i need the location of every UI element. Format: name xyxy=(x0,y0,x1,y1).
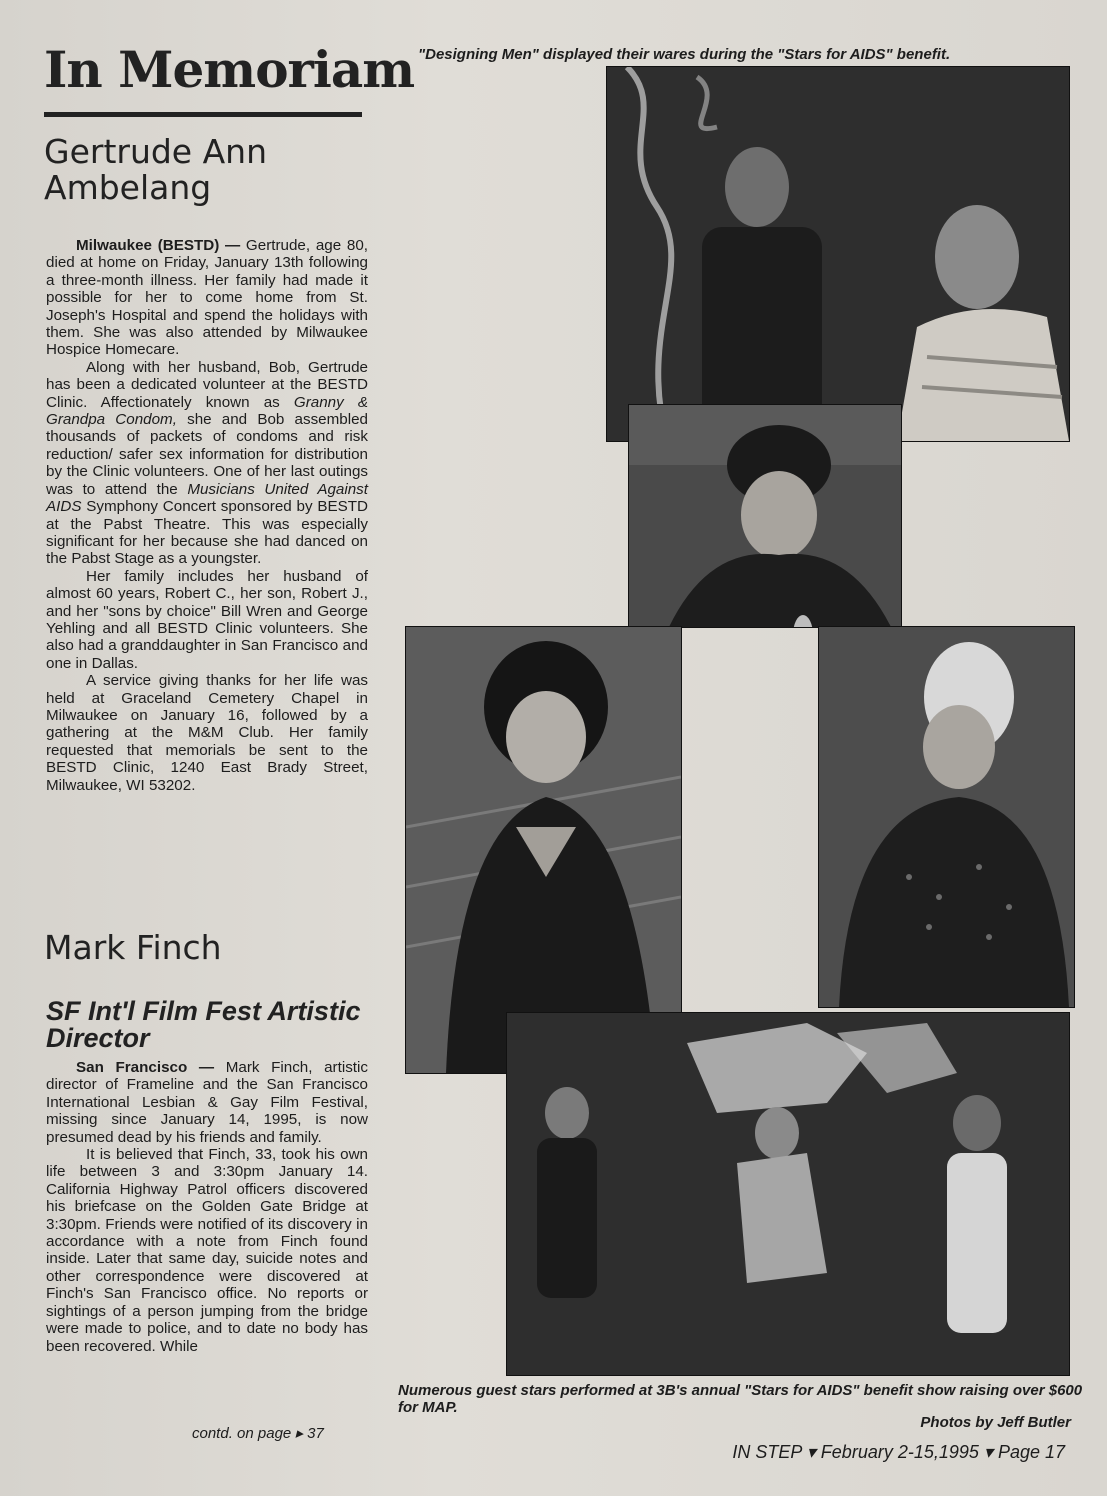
paragraph: Her family includes her husband of almost 60 years, Robert C., her son, Robert J., and her "sons by choice" Bill Wren and George Yehling and all BESTD Clinic volunteers. She also had a granddaughter in San Francisco and one in Dallas. xyxy=(46,567,368,672)
paragraph: Along with her husband, Bob, Gertrude has been a dedicated volunteer at the BESTD Clinic. Affectionately known as Granny & Grandpa Condom, she and Bob assembled thousands of packets of condoms and risk reduction/ safer sex information for distribution by the Clinic volunteers. One of her last outings was to attend the Musicians United Against AIDS Symphony Concert sponsored by BESTD at the Pabst Theatre. This was especially significant for her because she had danced on the Pabst Stage as a youngster. xyxy=(46,358,368,568)
obituary-body-ambelang xyxy=(46,237,368,794)
photo-designing-men xyxy=(606,66,1070,442)
photo-performer-1 xyxy=(628,404,902,628)
paragraph: Milwaukee (BESTD) — Gertrude, age 80, died at home on Friday, January 13th following a three-month illness. Her family had made it possible for her to come home from St. Joseph's Hospital and spend the holidays with them. She was also attended by Milwaukee Hospice Homecare. xyxy=(46,237,368,359)
photo-performer-2 xyxy=(405,626,682,1074)
paragraph: San Francisco — Mark Finch, artistic director of Frameline and the San Francisco International Lesbian & Gay Film Festival, missing since January 14, 1995, is now presumed dead by his friends and family. xyxy=(46,1059,368,1146)
obituary-subhead-finch: SF Int'l Film Fest Artistic Director xyxy=(46,996,361,1053)
photo-credit: Photos by Jeff Butler xyxy=(920,1414,1071,1431)
photo-caption-top: "Designing Men" displayed their wares during the "Stars for AIDS" benefit. xyxy=(418,46,951,63)
obituary-title-finch: Mark Finch xyxy=(44,928,222,967)
page-footer: IN STEP ▾ February 2-15,1995 ▾ Page 17 xyxy=(732,1442,1065,1462)
photo-stage-show xyxy=(506,1012,1070,1376)
obituary-body-finch xyxy=(46,1059,368,1355)
photo-performer-3 xyxy=(818,626,1075,1008)
headline-rule xyxy=(44,112,362,117)
dateline: Milwaukee (BESTD) — xyxy=(76,237,241,254)
paragraph: A service giving thanks for her life was held at Graceland Cemetery Chapel in Milwaukee on January 16, followed by a gathering at the M&M Club. Her family requested that memorials be sent to the BESTD Clinic, 1240 East Brady Street, Milwaukee, WI 53202. xyxy=(46,672,368,794)
paragraph: It is believed that Finch, 33, took his own life between 3 and 3:30pm January 14. California Highway Patrol officers discovered his briefcase on the Golden Gate Bridge at 3:30pm. Friends were notified of its discovery in accordance with a note from Finch found inside. Later that same day, suicide notes and other correspondence were discovered at Finch's San Francisco office. No reports or sightings of a person jumping from the bridge were made to police, and to date no body has been recovered. While xyxy=(46,1146,368,1355)
continued-link[interactable]: contd. on page ▸ 37 xyxy=(192,1425,324,1442)
page-headline: In Memoriam xyxy=(44,40,415,99)
photo-caption-bottom: Numerous guest stars performed at 3B's annual "Stars for AIDS" benefit show raising over $600 for MAP. xyxy=(398,1382,1083,1416)
dateline: San Francisco — xyxy=(76,1059,215,1076)
obituary-title-ambelang: Gertrude Ann Ambelang xyxy=(44,132,268,207)
